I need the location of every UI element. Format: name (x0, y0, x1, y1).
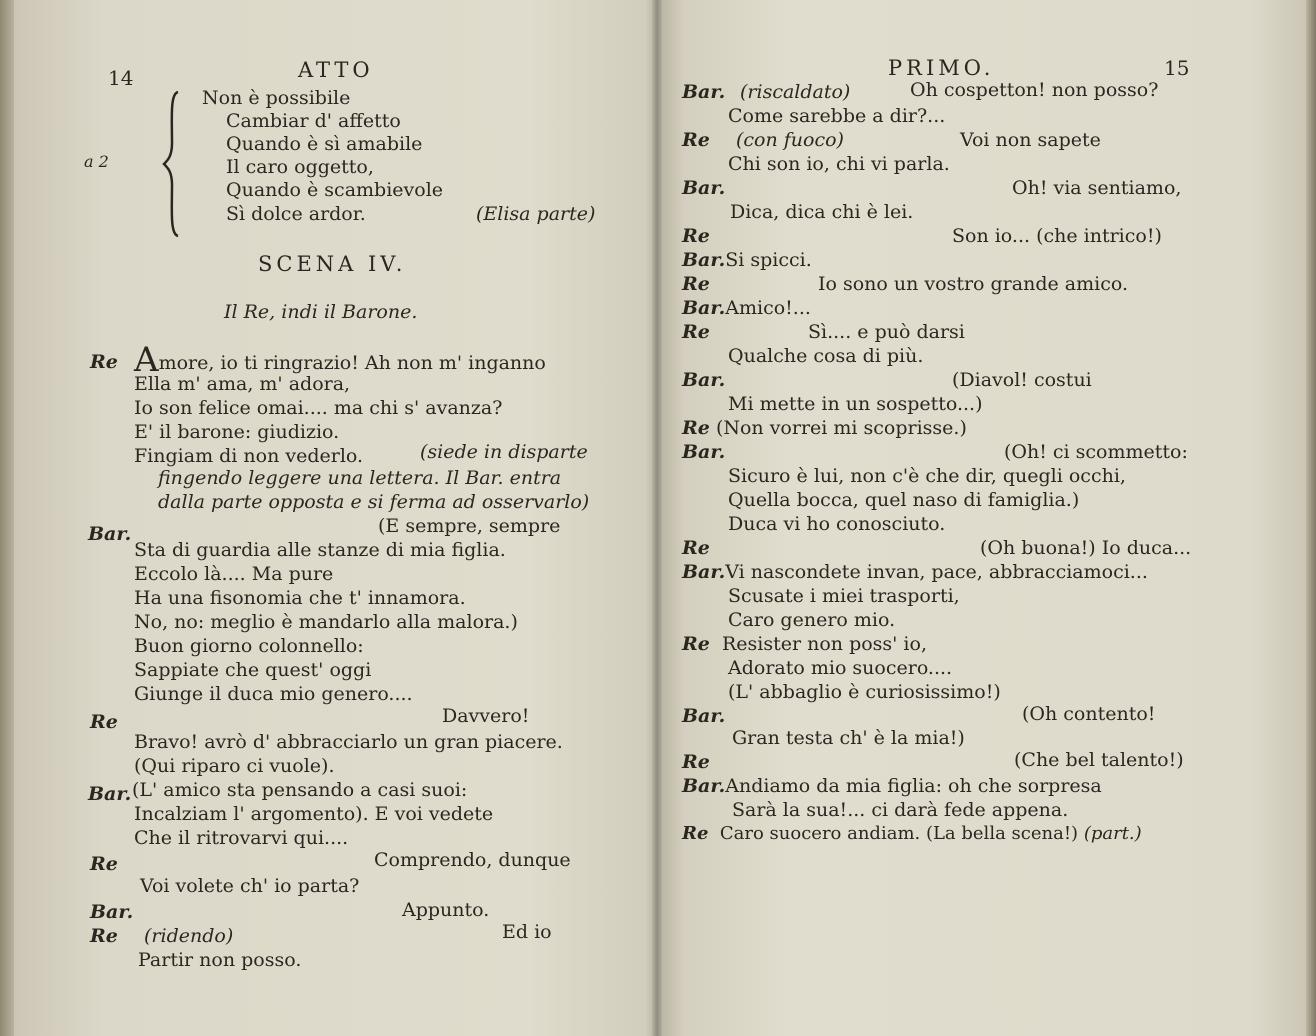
dialogue-line: Caro genero mio. (728, 609, 896, 631)
dialogue-line: (Diavol! costui (952, 369, 1092, 391)
duet-line: Cambiar d' affetto (226, 110, 401, 132)
stage-direction: fingendo leggere una lettera. Il Bar. entra (158, 467, 562, 489)
dialogue-line: Dica, dica chi è lei. (730, 201, 914, 223)
duet-line: Non è possibile (202, 87, 351, 109)
dialogue-line: Partir non posso. (138, 949, 302, 971)
dialogue-line: (E sempre, sempre (378, 515, 561, 537)
stage-direction: dalla parte opposta e si ferma ad osservarlo) (158, 491, 590, 513)
dialogue-line: Comprendo, dunque (374, 849, 571, 871)
dialogue-line: Bar.Vi nascondete invan, pace, abbracciamoci... (682, 561, 1148, 583)
dialogue-line: Duca vi ho conosciuto. (728, 513, 946, 535)
speaker-label: Re (682, 225, 710, 247)
dialogue-line: Chi son io, chi vi parla. (728, 153, 950, 175)
dialogue-line: Amore, io ti ringrazio! Ah non m' inganno (134, 340, 546, 380)
dialogue-line: Re Resister non poss' io, (682, 633, 927, 655)
dialogue-line: Giunge il duca mio genero.... (134, 683, 413, 705)
dialogue-line: Voi volete ch' io parta? (140, 875, 360, 897)
dialogue-line: Io sono un vostro grande amico. (818, 273, 1128, 295)
dialogue-line: (L' abbaglio è curiosissimo!) (728, 681, 1001, 703)
dialogue-line: Sappiate che quest' oggi (134, 659, 372, 681)
running-header: PRIMO. (888, 56, 995, 80)
scene-title: SCENA IV. (258, 252, 407, 276)
speaker-label: Bar. (682, 369, 726, 391)
speaker-label: Re (682, 537, 710, 559)
speaker-label: Bar. (682, 561, 726, 583)
dialogue-line: Mi mette in un sospetto...) (728, 393, 983, 415)
running-header: ATTO (298, 58, 374, 82)
dialogue-line: No, no: meglio è mandarlo alla malora.) (134, 611, 518, 633)
dialogue-line: (Oh buona!) Io duca... (980, 537, 1192, 559)
speaker-label: Re (682, 417, 710, 439)
dialogue-line: Oh! via sentiamo, (1012, 177, 1182, 199)
speaker-label: Bar. (682, 81, 726, 103)
dialogue-line: Ella m' ama, m' adora, (134, 373, 351, 395)
speaker-label: Bar. (90, 901, 134, 923)
stage-direction: (part.) (1083, 823, 1142, 844)
stage-direction: (siede in disparte (420, 441, 588, 463)
page-number: 15 (1164, 56, 1190, 80)
dialogue-line: Oh cospetton! non posso? (910, 79, 1159, 101)
dialogue-line: E' il barone: giudizio. (134, 421, 340, 443)
speaker-label: Re (682, 751, 710, 773)
brace-icon (160, 88, 186, 240)
dialogue-line: Ha una fisonomia che t' innamora. (134, 587, 466, 609)
dialogue-line: Appunto. (402, 899, 490, 921)
speaker-label: Bar. (682, 297, 726, 319)
speaker-label: Bar. (682, 177, 726, 199)
drop-cap: A (134, 340, 159, 380)
dialogue-line: Bar.Andiamo da mia figlia: oh che sorpresa (682, 775, 1102, 797)
stage-direction: (con fuoco) (736, 129, 844, 151)
dialogue-line: (Oh contento! (1022, 703, 1156, 725)
dialogue-line: Bravo! avrò d' abbracciarlo un gran piacere. (134, 731, 563, 753)
dialogue-line: Incalziam l' argomento). E voi vedete (134, 803, 494, 825)
dialogue-line: (Qui riparo ci vuole). (134, 755, 335, 777)
dialogue-line: (Oh! ci scommetto: (1004, 441, 1188, 463)
dialogue-line: Gran testa ch' è la mia!) (732, 727, 965, 749)
dialogue-line: Qualche cosa di più. (728, 345, 924, 367)
dialogue-line: Sarà la sua!... ci darà fede appena. (732, 799, 1069, 821)
speaker-label: Bar. (88, 523, 132, 545)
speaker-label: Re (682, 633, 710, 655)
speaker-label: Re (90, 925, 118, 947)
speaker-label: Re (682, 273, 710, 295)
dialogue-line: Scusate i miei trasporti, (728, 585, 960, 607)
dialogue-line: Davvero! (442, 705, 530, 727)
dialogue-line: Adorato mio suocero.... (728, 657, 953, 679)
dialogue-line: Re Caro suocero andiam. (La bella scena!) (part.) (682, 823, 1142, 844)
speaker-label: Bar. (682, 705, 726, 727)
dialogue-line: Bar.Amico!... (682, 297, 811, 319)
stage-direction: (ridendo) (144, 925, 234, 947)
dialogue-line: Quella bocca, quel naso di famiglia.) (728, 489, 1080, 511)
speaker-label: Re (682, 823, 709, 844)
dialogue-line: (L' amico sta pensando a casi suoi: (132, 779, 468, 801)
dialogue-line: Sicuro è lui, non c'è che dir, quegli occhi, (728, 465, 1126, 487)
dialogue-line: Eccolo là.... Ma pure (134, 563, 334, 585)
dialogue-line: Bar.Si spicci. (682, 249, 812, 271)
speaker-label: Re (90, 351, 118, 373)
scene-subtitle: Il Re, indi il Barone. (224, 301, 418, 323)
dialogue-line: Come sarebbe a dir?... (728, 105, 946, 127)
dialogue-line: Buon giorno colonnello: (134, 635, 364, 657)
dialogue-line: Son io... (che intrico!) (952, 225, 1162, 247)
duet-line: Il caro oggetto, (226, 156, 374, 178)
speaker-label: Bar. (88, 783, 132, 805)
dialogue-line: Sta di guardia alle stanze di mia figlia. (134, 539, 506, 561)
speaker-label: Re (90, 853, 118, 875)
duet-line: Quando è sì amabile (226, 133, 423, 155)
speaker-label: Bar. (682, 249, 726, 271)
dialogue-line: Voi non sapete (960, 129, 1101, 151)
speaker-label: Re (682, 129, 710, 151)
dialogue-line: Fingiam di non vederlo. (134, 445, 364, 467)
speaker-label: Bar. (682, 775, 726, 797)
dialogue-line: Ed io (502, 921, 552, 943)
dialogue-line: Re (Non vorrei mi scoprisse.) (682, 417, 967, 439)
speaker-label: Bar. (682, 441, 726, 463)
a2-marker: a 2 (84, 152, 109, 171)
speaker-label: Re (90, 711, 118, 733)
dialogue-line: Io son felice omai.... ma chi s' avanza? (134, 397, 503, 419)
duet-line: Quando è scambievole (226, 179, 444, 201)
dialogue-line: Sì.... e può darsi (808, 321, 965, 343)
duet-line: Sì dolce ardor. (226, 203, 366, 225)
dialogue-line: Che il ritrovarvi qui.... (134, 827, 349, 849)
speaker-label: Re (682, 321, 710, 343)
stage-direction: (Elisa parte) (476, 203, 596, 225)
stage-direction: (riscaldato) (740, 81, 851, 103)
page-number: 14 (108, 66, 134, 90)
left-page (0, 0, 655, 1036)
dialogue-line: (Che bel talento!) (1014, 749, 1184, 771)
